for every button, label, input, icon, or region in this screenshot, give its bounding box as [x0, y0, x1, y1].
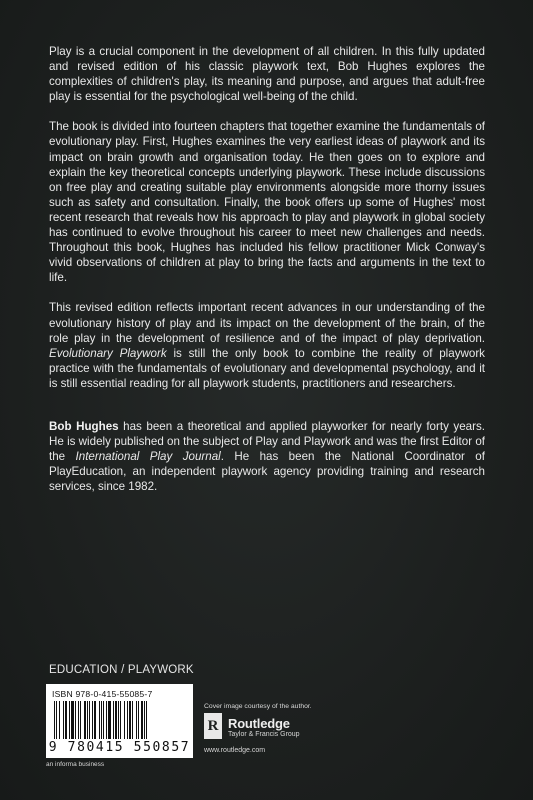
author-bio-text-1: has been a theoretical and applied playworker for nearly forty years. He is widely published on the subject of Play and Playwork and was the first Editor of the — [49, 419, 485, 464]
isbn-barcode — [46, 684, 193, 758]
logo-letter: R — [207, 718, 219, 734]
author-bio — [49, 419, 485, 494]
routledge-logo-icon — [204, 713, 222, 739]
blurb-p3-rest: is still the only book to combine the reality of playwork practice with the fundamentals of evolutionary and developmental psychology, and it is still essential reading for all playwork students, practitioners and researchers. — [49, 346, 485, 390]
informa-business-tagline: an informa business — [46, 761, 105, 768]
blurb-paragraph-1: Play is a crucial component in the development of all children. In this fully updated and revised edition of his classic playwork text, Bob Hughes explores the complexities of children's play, its meaning and purpose, and argues that adult-free play is essential for the psychological well-being of the child. — [49, 45, 485, 104]
journal-title: International Play Journal — [75, 450, 221, 464]
isbn-label: ISBN 978-0-415-55085-7 — [52, 689, 153, 699]
author-name: Bob Hughes — [49, 419, 119, 433]
cover-image-credit: Cover image courtesy of the author. — [204, 703, 312, 710]
blurb — [49, 44, 485, 509]
publisher-name: Routledge — [228, 716, 290, 731]
publisher-url[interactable]: www.routledge.com — [204, 747, 266, 754]
subject-category: EDUCATION / PLAYWORK — [49, 664, 194, 676]
author-bio-text-2: . He has been the National Coordinator of PlayEducation, an independent playwork agency providing training and research services, since 1982. — [49, 450, 485, 494]
barcode-digits: 9 780415 550857 — [48, 740, 191, 755]
book-title-italic: Evolutionary Playwork — [49, 346, 167, 360]
blurb-paragraph-3 — [49, 300, 485, 391]
blurb-paragraph-2: The book is divided into fourteen chapters that together examine the fundamentals of evolutionary play. First, Hughes examines the very earliest ideas of playwork and its impact on brain growth and organisation today. He then goes on to explore and explain the key theoretical concepts underlying playwork. These include discussions on free play and creating suitable play environments alongside more thorny issues such as safety and consultation. Finally, the book offers up some of Hughes' most recent research that reveals how his approach to play and playwork in global society has continued to evolve throughout his career to meet new challenges and needs. Throughout this book, Hughes has included his fellow practitioner Mick Conway's vivid observations of children at play to bring the facts and arguments in the text to life. — [49, 120, 485, 285]
publisher-group: Taylor & Francis Group — [228, 731, 300, 738]
barcode-bars — [54, 701, 185, 739]
blurb-p3-text: This revised edition reflects important recent advances in our understanding of the evolutionary history of play and its impact on the development of the brain, of the role play in the development of resilience and of the impact of play deprivation. — [49, 301, 485, 345]
